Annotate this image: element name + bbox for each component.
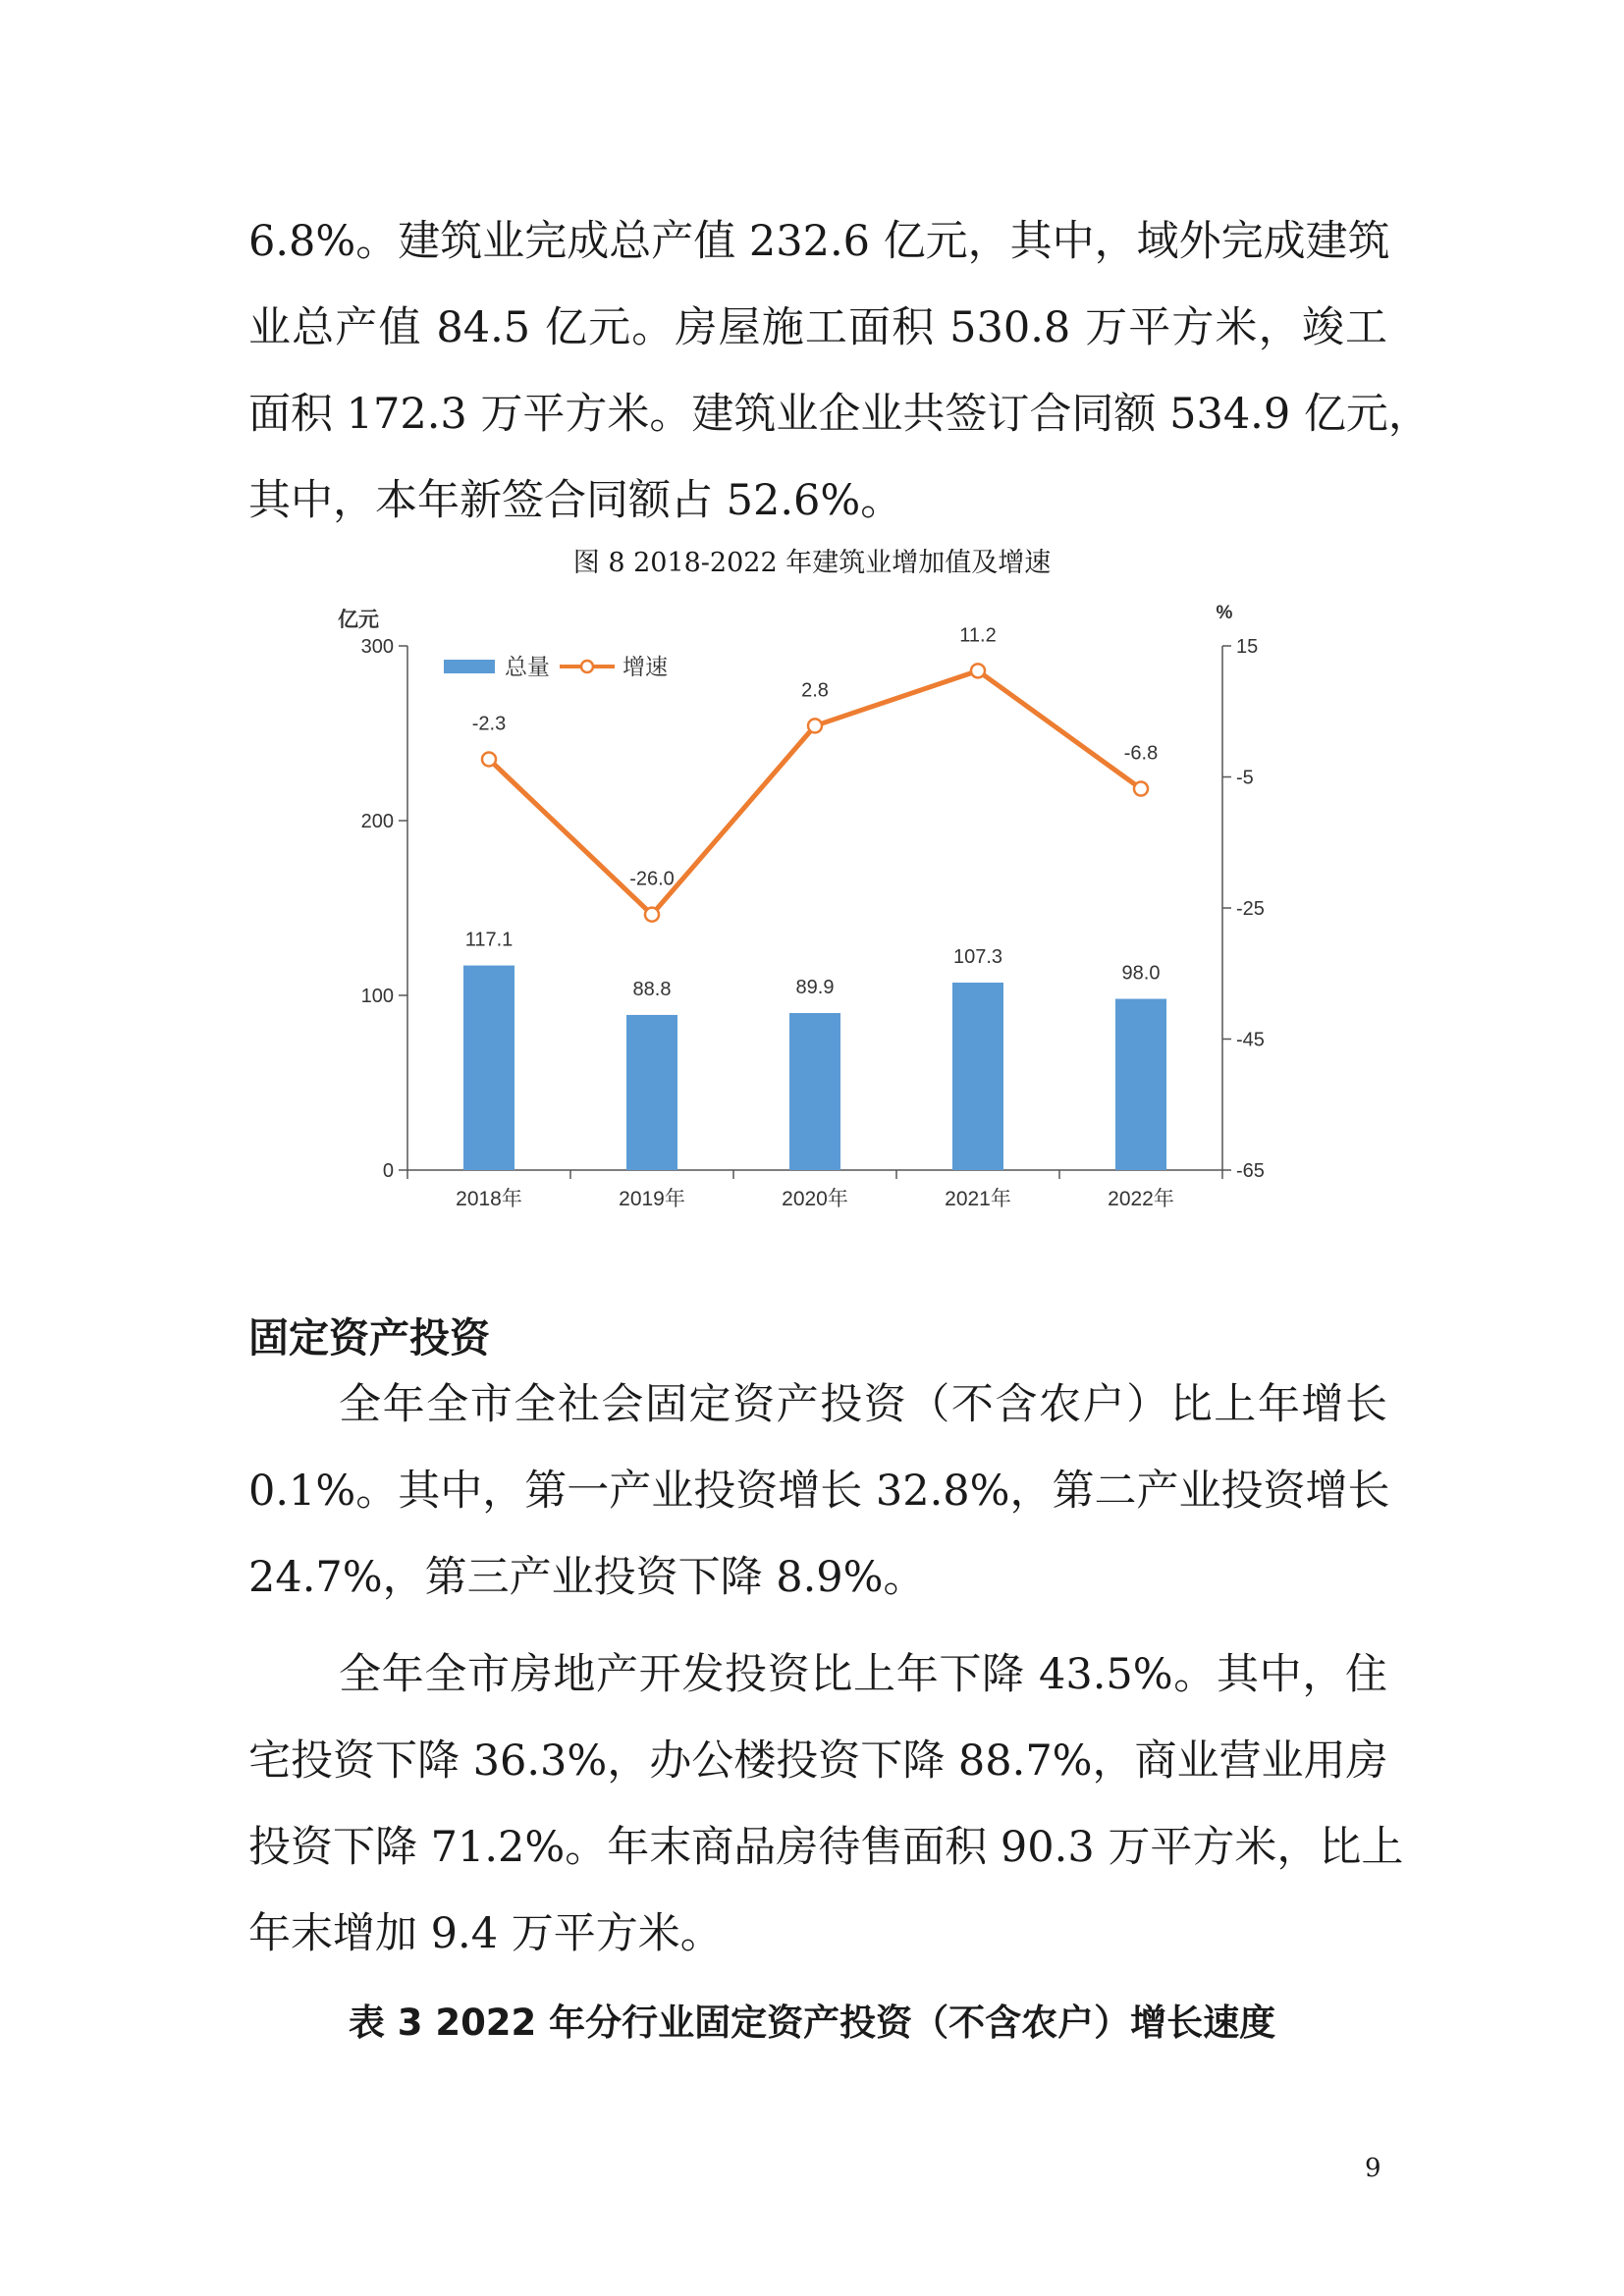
table-caption: 表 3 2022 年分行业固定资产投资（不含农户）增长速度 <box>348 2002 1276 2044</box>
paragraph-line: 面积 172.3 万平方米。建筑业企业共签订合同额 534.9 亿元， <box>248 390 1431 439</box>
left-axis-tick-label: 100 <box>360 986 394 1007</box>
section-heading: 固定资产投资 <box>248 1314 490 1362</box>
left-axis-tick-label: 0 <box>382 1160 394 1182</box>
page-number: 9 <box>1365 2154 1381 2183</box>
legend-line-marker <box>581 661 593 672</box>
bar-total <box>789 1013 840 1170</box>
paragraph-line: 投资下降 71.2%。年末商品房待售面积 90.3 万平方米，比上 <box>248 1823 1404 1872</box>
bar-total <box>952 983 1003 1170</box>
growth-rate-point <box>645 908 659 922</box>
paragraph-line: 宅投资下降 36.3%，办公楼投资下降 88.7%，商业营业用房 <box>248 1736 1388 1786</box>
bar-value-label: 88.8 <box>632 978 672 1000</box>
figure-caption: 图 8 2018-2022 年建筑业增加值及增速 <box>572 548 1052 578</box>
bar-value-label: 89.9 <box>795 976 835 998</box>
left-axis-tick-label: 300 <box>360 636 394 658</box>
x-axis-category-label: 2019年 <box>619 1188 685 1210</box>
right-axis-tick-label: 15 <box>1236 636 1259 658</box>
legend-bar-swatch <box>444 660 495 673</box>
construction-value-chart <box>324 589 1267 1237</box>
left-axis-unit-label: 亿元 <box>338 609 379 631</box>
growth-rate-point <box>482 752 496 766</box>
paragraph-line: 0.1%。其中，第一产业投资增长 32.8%，第二产业投资增长 <box>248 1467 1390 1516</box>
growth-rate-label: 11.2 <box>959 624 997 647</box>
bar-value-label: 117.1 <box>464 929 514 951</box>
growth-rate-label: -6.8 <box>1123 742 1159 765</box>
growth-rate-line <box>489 670 1141 914</box>
growth-rate-label: -2.3 <box>471 713 507 735</box>
paragraph-line: 年末增加 9.4 万平方米。 <box>248 1909 723 1958</box>
x-axis-category-label: 2018年 <box>456 1188 522 1210</box>
legend-line-label: 增速 <box>623 654 668 679</box>
paragraph-line: 全年全市房地产开发投资比上年下降 43.5%。其中，住 <box>339 1650 1387 1699</box>
bar-value-label: 98.0 <box>1121 962 1161 985</box>
x-axis-category-label: 2020年 <box>782 1188 848 1210</box>
bar-value-label: 107.3 <box>952 946 1003 969</box>
paragraph-construction-output <box>248 198 1431 544</box>
paragraph-line: 24.7%，第三产业投资下降 8.9%。 <box>248 1553 926 1602</box>
growth-rate-point <box>808 719 822 732</box>
paragraph-line: 全年全市全社会固定资产投资（不含农户）比上年增长 <box>339 1380 1387 1429</box>
paragraph-fixed-asset-investment <box>248 1362 1390 1621</box>
right-axis-unit-label: % <box>1216 603 1233 623</box>
right-axis-tick-label: -5 <box>1236 767 1254 789</box>
x-axis-category-label: 2021年 <box>945 1188 1011 1210</box>
paragraph-line: 6.8%。建筑业完成总产值 232.6 亿元，其中，域外完成建筑 <box>248 217 1390 266</box>
legend-bar-label: 总量 <box>505 654 550 679</box>
paragraph-real-estate-investment <box>248 1631 1404 1977</box>
paragraph-line: 其中，本年新签合同额占 52.6%。 <box>248 476 903 525</box>
bar-total <box>1115 999 1166 1170</box>
growth-rate-point <box>971 664 985 677</box>
growth-rate-point <box>1134 782 1148 796</box>
right-axis-tick-label: -45 <box>1236 1029 1265 1051</box>
left-axis-tick-label: 200 <box>360 811 394 832</box>
bar-total <box>626 1015 677 1170</box>
growth-rate-label: 2.8 <box>801 679 829 702</box>
growth-rate-label: -26.0 <box>629 868 675 890</box>
paragraph-line: 业总产值 84.5 亿元。房屋施工面积 530.8 万平方米，竣工 <box>248 303 1387 352</box>
right-axis-tick-label: -25 <box>1236 898 1265 920</box>
bar-total <box>463 966 514 1170</box>
x-axis-category-label: 2022年 <box>1108 1188 1174 1210</box>
right-axis-tick-label: -65 <box>1236 1160 1265 1182</box>
